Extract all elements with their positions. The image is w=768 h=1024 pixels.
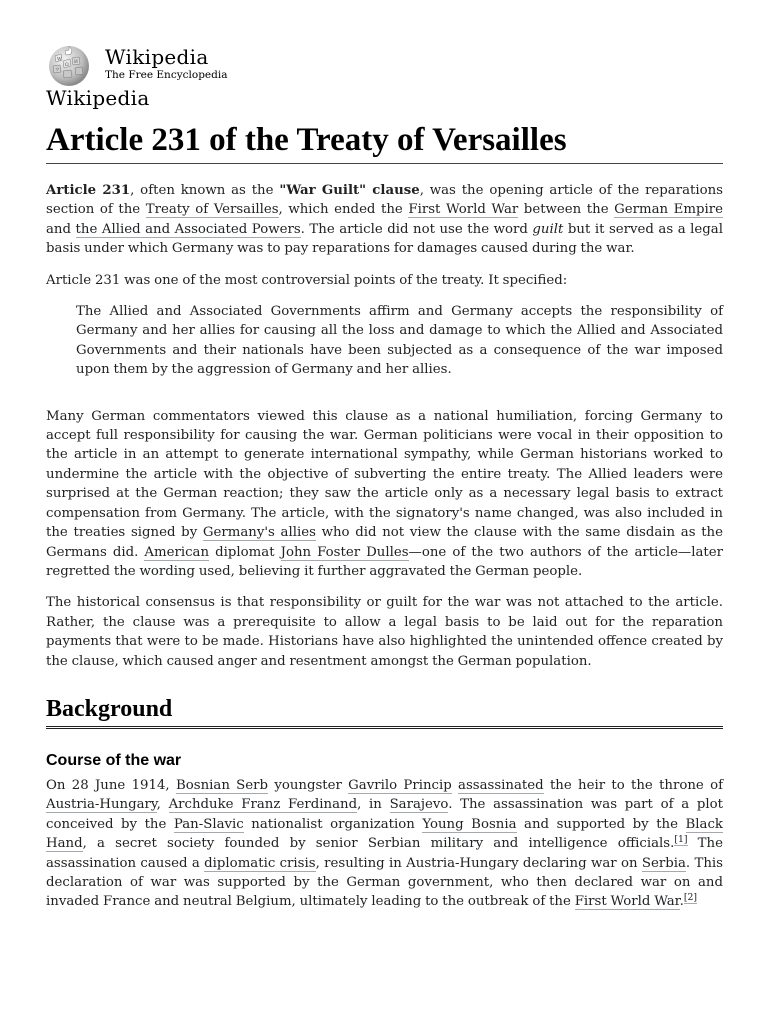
page-title: Article 231 of the Treaty of Versailles [46,118,723,164]
paragraph: The historical consensus is that responsibility or guilt for the war was not attached to the article. Rather, the clause was a prerequisite to allow a legal basis to be laid out for the reparation payments that were to be made. Historians have also highlighted the unintended offence created by the clause, which caused anger and resentment amongst the German population. [46,595,723,669]
text: the heir to the throne of [543,777,723,793]
text: diplomat [209,544,281,560]
brand-tagline: The Free Encyclopedia [105,69,228,81]
citation-link[interactable]: [2] [683,891,697,903]
text: but it served as a legal basis under which Germany was to pay reparations for damages caused during the war. [46,221,723,257]
link-treaty-of-versailles[interactable]: Treaty of Versailles [145,202,279,218]
text: youngster [268,777,349,793]
citation-1[interactable] [674,834,687,846]
link-diplomatic-crisis[interactable]: diplomatic crisis [204,855,316,871]
site-logo[interactable] [45,44,227,88]
text: , in [357,797,390,813]
text: and supported by the [516,816,686,832]
bold-term: Article 231 [46,183,131,198]
text: nationalist organization [243,816,423,832]
bold-term: "War Guilt" clause [279,183,420,198]
paragraph [46,776,723,912]
intro-paragraph [46,181,723,259]
link-first-world-war[interactable]: First World War [574,894,680,910]
link-bosnian-serb[interactable]: Bosnian Serb [175,777,269,793]
brand-name-repeat: Wikipedia [46,86,150,110]
text: , often known as the [130,183,280,198]
wikipedia-globe-icon [45,44,95,88]
text: Many German commentators viewed this clause as a national humiliation, forcing Germany to accept full responsibility for causing the war. German politicians were vocal in their opposition to the article in an attempt to generate international sympathy, while German historians worked to undermine the article with the objective of subverting the entire treaty. The Allied leaders were surprised at the German reaction; they saw the article only as a necessary legal basis to extract compensation from Germany. The article, with the signatory's name changed, was also included in the treaties signed by [46,408,723,541]
text: , [156,797,169,813]
text: , was the opening article of the reparations section of the [46,183,724,218]
link-franz-ferdinand[interactable]: Archduke Franz Ferdinand [168,797,358,813]
text: , resulting in Austria-Hungary declaring war on [315,855,642,871]
text: , a secret society founded by senior Serbian military and intelligence officials. [82,836,675,852]
link-john-foster-dulles[interactable]: John Foster Dulles [280,544,409,560]
text: The assassination caused a [46,836,723,871]
subsection-heading-course-of-war: Course of the war [46,751,182,769]
paragraph: Article 231 was one of the most controversial points of the treaty. It specified: [46,272,568,288]
text: who did not view the clause with the same disdain as the Germans did. [46,525,723,560]
text: —one of the two authors of the article—later regretted the wording used, believing it further aggravated the German people. [46,544,723,579]
quote-text: The Allied and Associated Governments affirm and Germany accepts the responsibility of Germany and her allies for causing all the loss and damage to which the Allied and Associated Governments and their nationals have been subjected as a consequence of the war imposed upon them by the aggression of Germany and her allies. [76,304,723,378]
italic-term: guilt [532,221,564,237]
svg-text:Ω: Ω [65,63,69,68]
link-allied-powers[interactable]: the Allied and Associated Powers [75,221,301,237]
section-heading-background: Background [46,695,723,729]
link-black-hand[interactable]: Black Hand [46,816,723,852]
text: between the [518,202,615,218]
svg-text:И: И [74,60,78,65]
link-gavrilo-princip[interactable]: Gavrilo Princip [348,777,452,793]
svg-text:ウ: ウ [55,68,60,73]
link-austria-hungary[interactable]: Austria-Hungary [46,797,157,813]
wordmark [105,46,227,82]
citation-2[interactable] [684,892,697,904]
text: . The article did not use the word [300,221,533,237]
text: . The assassination was part of a plot conceived by the [46,797,723,832]
link-germanys-allies[interactable]: Germany's allies [202,525,316,541]
text: , which ended the [278,202,409,218]
link-pan-slavic[interactable]: Pan-Slavic [173,816,244,832]
citation-link[interactable]: [1] [674,833,688,845]
link-american[interactable]: American [144,544,210,560]
text: . This declaration of war was supported by the German government, who then declared war on and invaded France and neutral Belgium, ultimately leading to the outbreak of the [46,855,723,910]
quote-block [76,302,723,395]
link-german-empire[interactable]: German Empire [614,202,723,218]
text: On 28 June 1914, [46,777,176,793]
link-assassinated[interactable]: assassinated [458,777,544,793]
link-serbia[interactable]: Serbia [641,855,686,871]
link-first-world-war[interactable]: First World War [408,202,519,218]
text: and [46,221,76,237]
paragraph [46,407,723,582]
link-young-bosnia[interactable]: Young Bosnia [422,816,517,832]
svg-text:W: W [57,57,62,63]
article-body [46,181,723,924]
text: . [679,894,684,910]
link-sarajevo[interactable]: Sarajevo [389,797,449,813]
brand-name: Wikipedia [105,45,209,69]
